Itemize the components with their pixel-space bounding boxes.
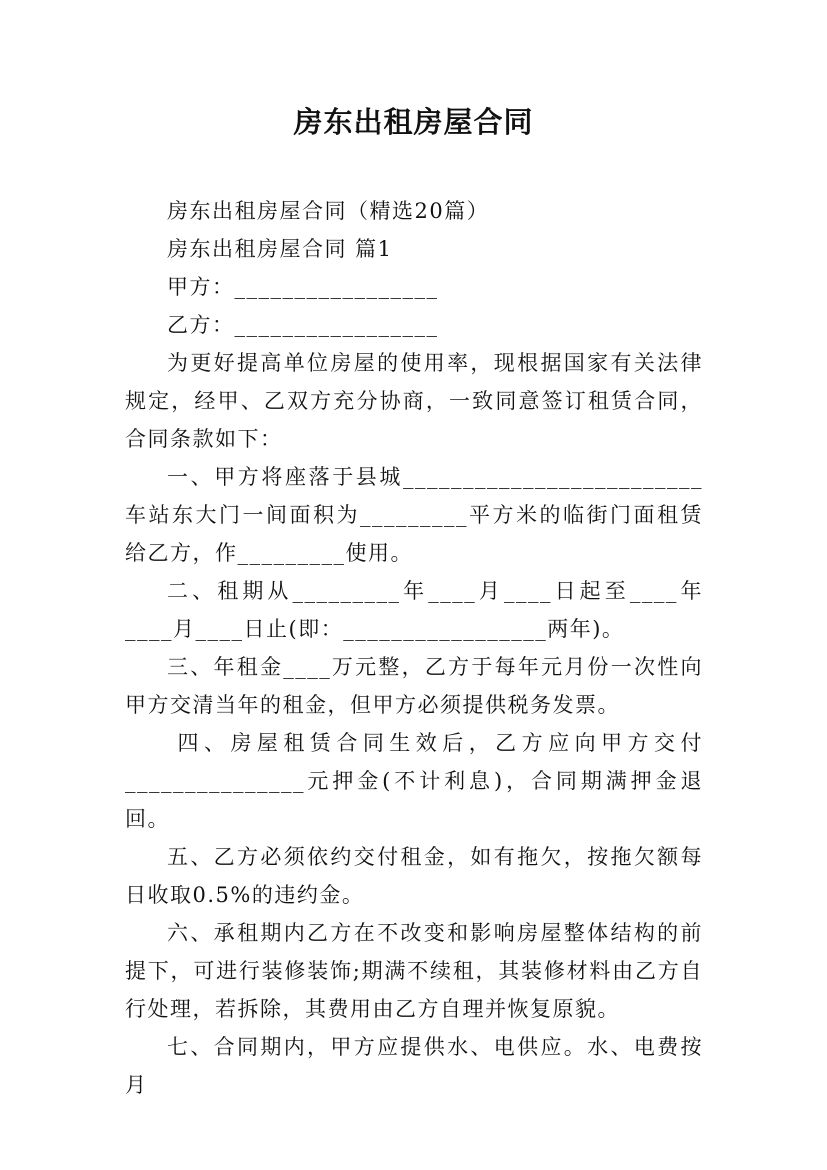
paragraph-clause-3: 三、年租金____万元整，乙方于每年元月份一次性向甲方交清当年的租金，但甲方必须提供税务发票。 [125, 655, 703, 717]
paragraph-section-heading: 房东出租房屋合同 篇1 [167, 237, 393, 261]
paragraph-clause-1: 一、甲方将座落于县城_________________________车站东大门一间面积为_________平方米的临街门面租赁给乙方，作_________使用。 [125, 465, 703, 565]
paragraph-clause-4: 四、房屋租赁合同生效后，乙方应向甲方交付_______________元押金(不计利息)，合同期满押金退回。 [125, 731, 703, 831]
paragraph-clause-7: 七、合同期内，甲方应提供水、电供应。水、电费按月 [125, 1035, 703, 1097]
document-body [125, 192, 703, 1104]
paragraph-subtitle: 房东出租房屋合同（精选20篇） [167, 199, 490, 223]
paragraph-party-b: 乙方：_________________ [167, 313, 439, 337]
paragraph-clause-2: 二、租期从_________年____月____日起至____年____月____日止(即：_________________两年)。 [125, 579, 703, 641]
paragraph-preamble: 为更好提高单位房屋的使用率，现根据国家有关法律规定，经甲、乙双方充分协商，一致同意签订租赁合同，合同条款如下： [125, 351, 703, 451]
paragraph-clause-6: 六、承租期内乙方在不改变和影响房屋整体结构的前提下，可进行装修装饰;期满不续租，其装修材料由乙方自行处理，若拆除，其费用由乙方自理并恢复原貌。 [125, 921, 703, 1021]
paragraph-party-a: 甲方：_________________ [167, 275, 439, 299]
paragraph-clause-5: 五、乙方必须依约交付租金，如有拖欠，按拖欠额每日收取0.5%的违约金。 [125, 845, 703, 907]
document-title: 房东出租房屋合同 [293, 105, 534, 139]
